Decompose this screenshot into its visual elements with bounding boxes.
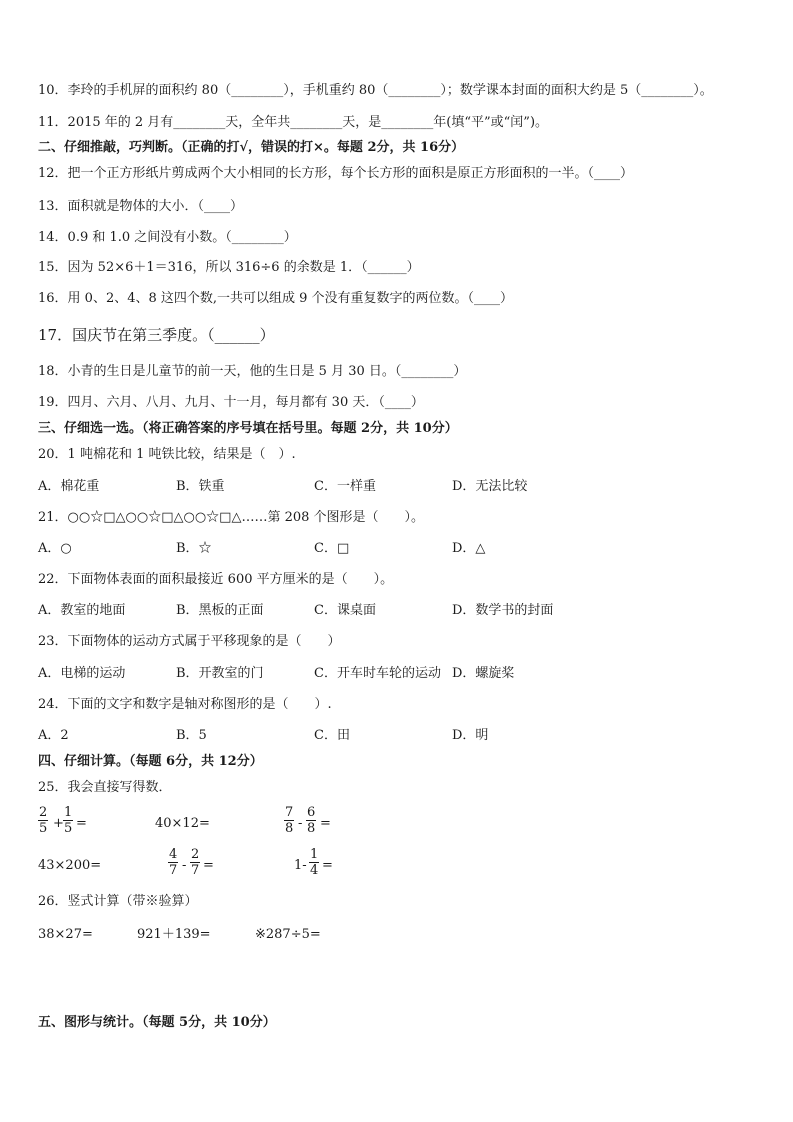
section-2-heading: 二、仔细推敲，巧判断。（正确的打√，错误的打×。每题 2分，共 16分） bbox=[38, 140, 465, 155]
fraction bbox=[168, 847, 178, 878]
q24-option-d: D．明 bbox=[452, 728, 489, 743]
numerator: 2 bbox=[191, 847, 200, 862]
question-25: 25．我会直接写得数． bbox=[38, 780, 172, 795]
question-16: 16．用 0、2、4、8 这四个数,一共可以组成 9 个没有重复数字的两位数。（____） bbox=[38, 291, 514, 306]
q24-option-a: A．2 bbox=[38, 728, 69, 743]
q21-option-c: C．□ bbox=[314, 541, 350, 556]
question-24: 24．下面的文字和数字是轴对称图形的是（ ）. bbox=[38, 697, 332, 712]
fraction bbox=[284, 805, 294, 836]
numerator: 4 bbox=[169, 847, 178, 862]
operator: - bbox=[182, 858, 187, 873]
denominator: 4 bbox=[310, 863, 319, 878]
expression-43x200: 43×200= bbox=[38, 858, 102, 873]
equals: = bbox=[203, 858, 214, 873]
operator: - bbox=[298, 816, 303, 831]
q22-option-d: D．数学书的封面 bbox=[452, 603, 554, 618]
question-26: 26．竖式计算（带※验算） bbox=[38, 894, 198, 909]
section-5-heading: 五、图形与统计。（每题 5分，共 10分） bbox=[38, 1015, 276, 1030]
q20-option-a: A．棉花重 bbox=[38, 479, 100, 494]
vertical-calc-2: 921＋139= bbox=[137, 927, 211, 942]
question-17: 17．国庆节在第三季度。（______） bbox=[38, 326, 275, 344]
numerator: 6 bbox=[307, 805, 316, 820]
denominator: 8 bbox=[285, 821, 294, 836]
q23-option-c: C．开车时车轮的运动 bbox=[314, 666, 441, 681]
fraction bbox=[63, 805, 73, 836]
q23-option-b: B．开教室的门 bbox=[176, 666, 264, 681]
q21-option-b: B．☆ bbox=[176, 541, 212, 556]
q20-option-d: D．无法比较 bbox=[452, 479, 528, 494]
fraction bbox=[38, 805, 48, 836]
q24-option-c: C．田 bbox=[314, 728, 350, 743]
section-4-heading: 四、仔细计算。（每题 6分，共 12分） bbox=[38, 754, 263, 769]
q23-option-d: D．螺旋桨 bbox=[452, 666, 515, 681]
question-18: 18．小青的生日是儿童节的前一天，他的生日是 5 月 30 日。（________） bbox=[38, 364, 467, 379]
question-23: 23．下面物体的运动方式属于平移现象的是（ ） bbox=[38, 634, 341, 649]
q22-option-b: B．黑板的正面 bbox=[176, 603, 264, 618]
fraction bbox=[309, 847, 319, 878]
question-10: 10．李玲的手机屏的面积约 80（________），手机重约 80（________）；数学课本封面的面积大约是 5（________）。 bbox=[38, 83, 713, 98]
q21-option-a: A．○ bbox=[38, 541, 72, 556]
question-11: 11．2015 年的 2 月有________天，全年共________天，是________年(填“平”或“闰”)。 bbox=[38, 115, 549, 130]
expression-40x12: 40×12= bbox=[155, 816, 210, 831]
equals: = bbox=[76, 816, 87, 831]
q20-option-b: B．铁重 bbox=[176, 479, 225, 494]
fraction bbox=[190, 847, 200, 878]
vertical-calc-3: ※287÷5= bbox=[255, 927, 321, 942]
question-15: 15．因为 52×6＋1＝316，所以 316÷6 的余数是 1．（______） bbox=[38, 260, 420, 275]
denominator: 8 bbox=[307, 821, 316, 836]
q20-option-c: C．一样重 bbox=[314, 479, 376, 494]
denominator: 5 bbox=[39, 821, 48, 836]
question-13: 13．面积就是物体的大小．（____） bbox=[38, 199, 244, 214]
q23-option-a: A．电梯的运动 bbox=[38, 666, 126, 681]
denominator: 7 bbox=[191, 863, 200, 878]
numerator: 1 bbox=[310, 847, 319, 862]
numerator: 7 bbox=[285, 805, 294, 820]
question-19: 19．四月、六月、八月、九月、十一月，每月都有 30 天．（____） bbox=[38, 395, 424, 410]
numerator: 2 bbox=[39, 805, 48, 820]
question-14: 14．0.9 和 1.0 之间没有小数。（________） bbox=[38, 230, 297, 245]
equals: = bbox=[320, 816, 331, 831]
question-12: 12．把一个正方形纸片剪成两个大小相同的长方形，每个长方形的面积是原正方形面积的一半。（____） bbox=[38, 166, 634, 181]
question-21: 21．○○☆□△○○☆□△○○☆□△……第 208 个图形是（ ）。 bbox=[38, 510, 425, 525]
q24-option-b: B．5 bbox=[176, 728, 207, 743]
q22-option-a: A．教室的地面 bbox=[38, 603, 126, 618]
expression-prefix: 1- bbox=[294, 858, 307, 873]
vertical-calc-1: 38×27= bbox=[38, 927, 93, 942]
fraction bbox=[306, 805, 316, 836]
equals: = bbox=[322, 858, 333, 873]
denominator: 5 bbox=[64, 821, 73, 836]
numerator: 1 bbox=[64, 805, 73, 820]
q22-option-c: C．课桌面 bbox=[314, 603, 376, 618]
section-3-heading: 三、仔细选一选。（将正确答案的序号填在括号里。每题 2分，共 10分） bbox=[38, 421, 458, 436]
question-20: 20．1 吨棉花和 1 吨铁比较，结果是（ ）. bbox=[38, 447, 296, 462]
denominator: 7 bbox=[169, 863, 178, 878]
q21-option-d: D．△ bbox=[452, 541, 486, 556]
operator: + bbox=[53, 816, 64, 831]
question-22: 22．下面物体表面的面积最接近 600 平方厘米的是（ ）。 bbox=[38, 572, 394, 587]
